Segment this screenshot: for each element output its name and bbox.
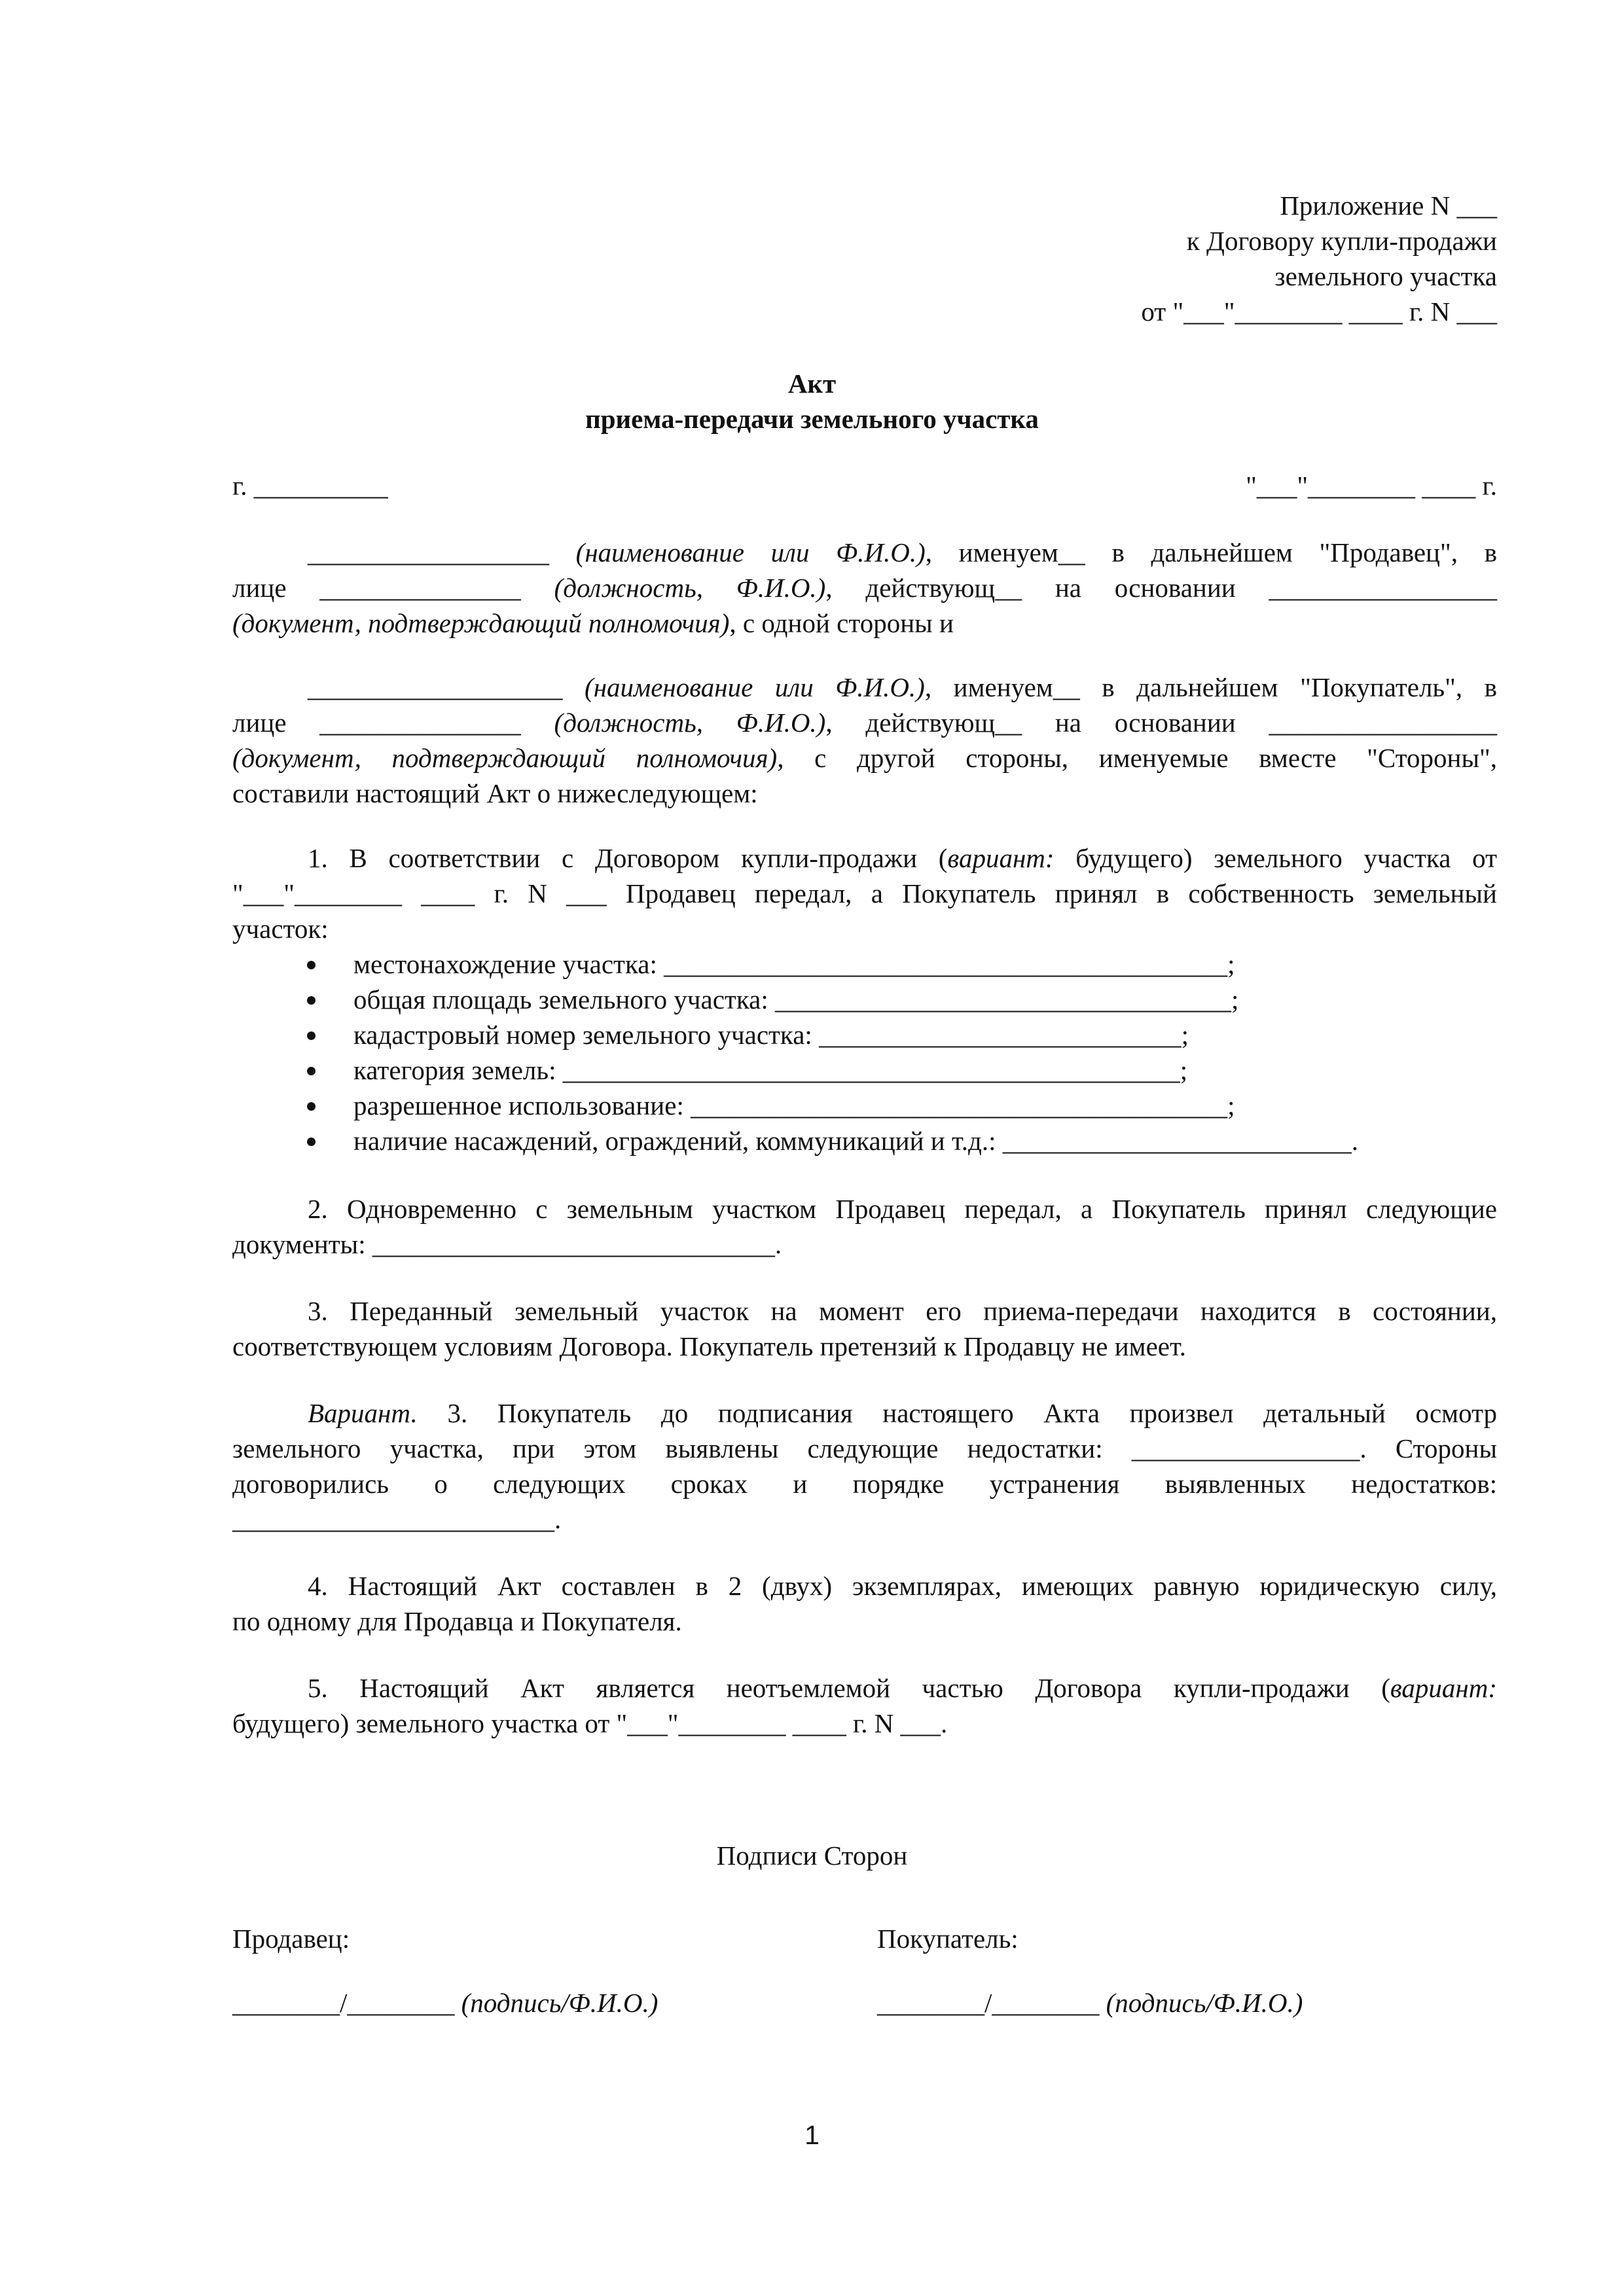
document-subtitle: приема-передачи земельного участка xyxy=(585,404,1039,434)
bullet-icon xyxy=(307,1138,316,1146)
signatures-heading: Подписи Сторон xyxy=(716,1840,908,1871)
place-field: г. __________ xyxy=(232,471,388,501)
bullet-icon xyxy=(307,996,316,1005)
bullet-icon xyxy=(307,961,316,969)
party2-line4: составили настоящий Акт о нижеследующем: xyxy=(232,778,758,808)
party2-line3: (документ, подтверждающий полномочия), с другой стороны, именуемые вместе "Стороны", xyxy=(232,743,1497,773)
seller-label: Продавец: xyxy=(232,1924,350,1954)
document-page: Приложение N ___ к Договору купли-продажи земельного участка от "___"________ ____ г. N ___ Акт приема-передачи земельного участка г. __________ "___"________ ____ г. __________________ (наименование или Ф.И.О.), именуем__ в дальнейшем "Продавец", в лице _______________ (должность, Ф.И.О.), действующ__ на основании _________________ (документ, подтверждающий полномочия), с одной стороны и ___________________ (наименование или Ф.И.О.), именуем__ в дальнейшем "Покупатель", в лице _______________ (должность, Ф.И.О.), действующ__ на основании _________________ (документ, подтверждающий полномочия), с другой стороны, именуемые вместе "Стороны", составили настоящий Акт о нижеследующем: 1. В соответствии с Договором купли-продажи (вариант: будущего) земельного участка от "___"________ ____ г. N ___ Продавец передал, а Покупатель принял в собственность земельный участок: местонахождение участка: __________________________________________; общая площадь земельного участка: __________________________________; кадастровый номер земельного участка: ___________________________; категория земель: ______________________________________________; разрешенное использование: ________________________________________; наличие насаждений, ограждений, коммуникаций и т.д.: __________________________. 2. Одновременно с земельным участком Продавец передал, а Покупатель принял следующие документы: ______________________________. 3. Переданный земельный участок на момент его приема-передачи находится в состоянии, соответствующем условиям Договора. Покупатель претензий к Продавцу не имеет. Вариант. 3. Покупатель до подписания настоящего Акта произвел детальный осмотр земельного участка, при этом выявлены следующие недостатки: _________________. Стороны договорились о следующих сроках и порядке устранения выявленных недостатков: ________________________. 4. Настоящий Акт составлен в 2 (двух) экземплярах, имеющих равную юридическую силу, по одному для Продавца и Покупателя. 5. Настоящий Акт является неотъемлемой частью Договора купли-продажи (вариант: будущего) земельного участка от "___"________ ____ г. N ___. Подписи Сторон Продавец: Покупатель: ________/________ (подпись/Ф.И.О.) ________/________ (подпись/Ф.И.О.) 1 xyxy=(0,0,1624,2296)
document-title: Акт xyxy=(787,368,837,399)
appendix-contract-subject: земельного участка xyxy=(1274,261,1497,291)
clause1-line1: 1. В соответствии с Договором купли-продажи (вариант: будущего) земельного участка от xyxy=(308,843,1497,873)
clause3-variant-line2: земельного участка, при этом выявлены следующие недостатки: _________________. Стороны xyxy=(232,1433,1497,1463)
party2-line1: ___________________ (наименование или Ф.И.О.), именуем__ в дальнейшем "Покупатель", в xyxy=(308,672,1497,702)
seller-signature-line: ________/________ (подпись/Ф.И.О.) xyxy=(232,1988,659,2018)
bullet-icon xyxy=(307,1067,316,1075)
clause3-line2: соответствующем условиям Договора. Покупатель претензий к Продавцу не имеет. xyxy=(232,1331,1187,1361)
clause5-line1: 5. Настоящий Акт является неотъемлемой частью Договора купли-продажи (вариант: xyxy=(308,1673,1497,1703)
clause4-line2: по одному для Продавца и Покупателя. xyxy=(232,1606,682,1636)
party1-line2: лице _______________ (должность, Ф.И.О.), действующ__ на основании _________________ xyxy=(232,573,1497,603)
clause3-variant-line4: ________________________. xyxy=(232,1504,562,1534)
buyer-label: Покупатель: xyxy=(877,1924,1019,1954)
clause3-variant-line1: Вариант. 3. Покупатель до подписания настоящего Акта произвел детальный осмотр xyxy=(308,1398,1497,1428)
date-field: "___"________ ____ г. xyxy=(1246,471,1497,501)
appendix-contract-ref: к Договору купли-продажи xyxy=(1186,226,1497,256)
clause4-line1: 4. Настоящий Акт составлен в 2 (двух) экземплярах, имеющих равную юридическую силу, xyxy=(308,1571,1497,1601)
appendix-number: Приложение N ___ xyxy=(1280,190,1497,221)
party1-line1: __________________ (наименование или Ф.И.О.), именуем__ в дальнейшем "Продавец", в xyxy=(308,537,1497,567)
bullet-icon xyxy=(307,1031,316,1040)
page-number: 1 xyxy=(804,2120,820,2150)
party1-line3: (документ, подтверждающий полномочия), с одной стороны и xyxy=(232,608,954,638)
clause3-variant-line3: договорились о следующих сроках и порядке устранения выявленных недостатков: xyxy=(232,1469,1497,1499)
clause5-line2: будущего) земельного участка от "___"________ ____ г. N ___. xyxy=(232,1708,948,1738)
clause1-line2: "___"________ ____ г. N ___ Продавец передал, а Покупатель принял в собственность земельный xyxy=(232,878,1497,908)
clause2-line1: 2. Одновременно с земельным участком Продавец передал, а Покупатель принял следующие xyxy=(308,1194,1497,1224)
buyer-signature-line: ________/________ (подпись/Ф.И.О.) xyxy=(877,1988,1303,2018)
bullet-icon xyxy=(307,1102,316,1111)
clause1-line3: участок: xyxy=(232,914,329,944)
appendix-contract-date: от "___"________ ____ г. N ___ xyxy=(1141,296,1497,327)
clause3-line1: 3. Переданный земельный участок на момент его приема-передачи находится в состоянии, xyxy=(308,1296,1497,1326)
clause2-line2: документы: ______________________________. xyxy=(232,1229,782,1259)
party2-line2: лице _______________ (должность, Ф.И.О.), действующ__ на основании _________________ xyxy=(232,708,1497,738)
